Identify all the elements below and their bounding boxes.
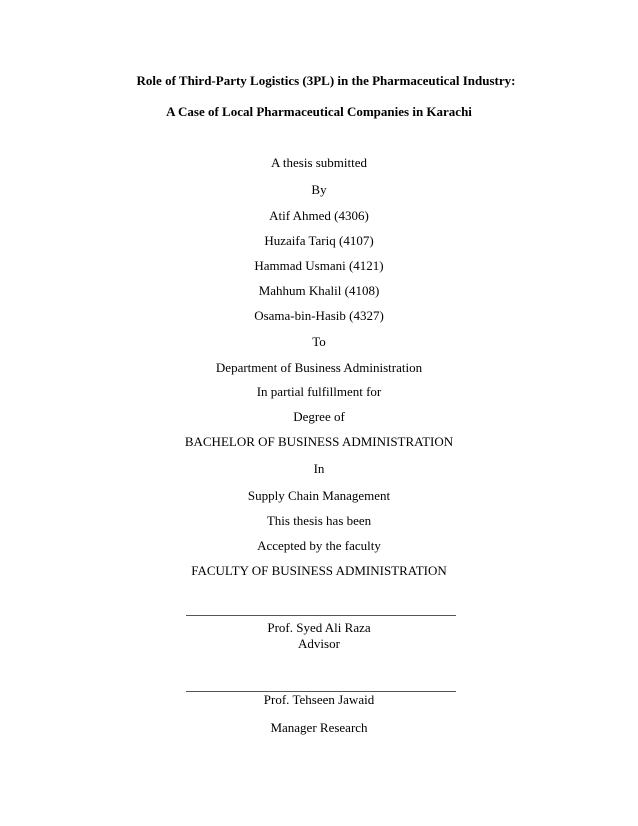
submission-statement: A thesis submitted — [270, 155, 368, 170]
advisor-role: Advisor — [298, 636, 340, 651]
by-label: By — [311, 182, 327, 197]
specialization: Supply Chain Management — [247, 488, 391, 503]
author-5: Osama-bin-Hasib (4327) — [254, 308, 384, 323]
research-manager-name: Prof. Tehseen Jawaid — [263, 692, 375, 707]
to-label: To — [312, 334, 326, 349]
author-1: Atif Ahmed (4306) — [269, 208, 369, 223]
department-name: Department of Business Administration — [215, 360, 423, 375]
author-4: Mahhum Khalil (4108) — [258, 283, 380, 298]
acceptance-line-2: Accepted by the faculty — [257, 538, 381, 553]
advisor-signature-line — [186, 615, 456, 616]
acceptance-line-1: This thesis has been — [266, 513, 372, 528]
degree-name: BACHELOR OF BUSINESS ADMINISTRATION — [184, 434, 454, 449]
author-2: Huzaifa Tariq (4107) — [264, 233, 374, 248]
in-label: In — [313, 461, 325, 476]
advisor-name: Prof. Syed Ali Raza — [267, 620, 371, 635]
author-3: Hammad Usmani (4121) — [254, 258, 384, 273]
thesis-title-line-1: Role of Third-Party Logistics (3PL) in the Pharmaceutical Industry: — [136, 73, 516, 88]
degree-of-label: Degree of — [293, 409, 345, 424]
partial-fulfillment-text: In partial fulfillment for — [256, 384, 382, 399]
research-manager-role: Manager Research — [270, 720, 368, 735]
faculty-name: FACULTY OF BUSINESS ADMINISTRATION — [191, 563, 447, 578]
thesis-title-line-2: A Case of Local Pharmaceutical Companies in Karachi — [166, 104, 472, 119]
